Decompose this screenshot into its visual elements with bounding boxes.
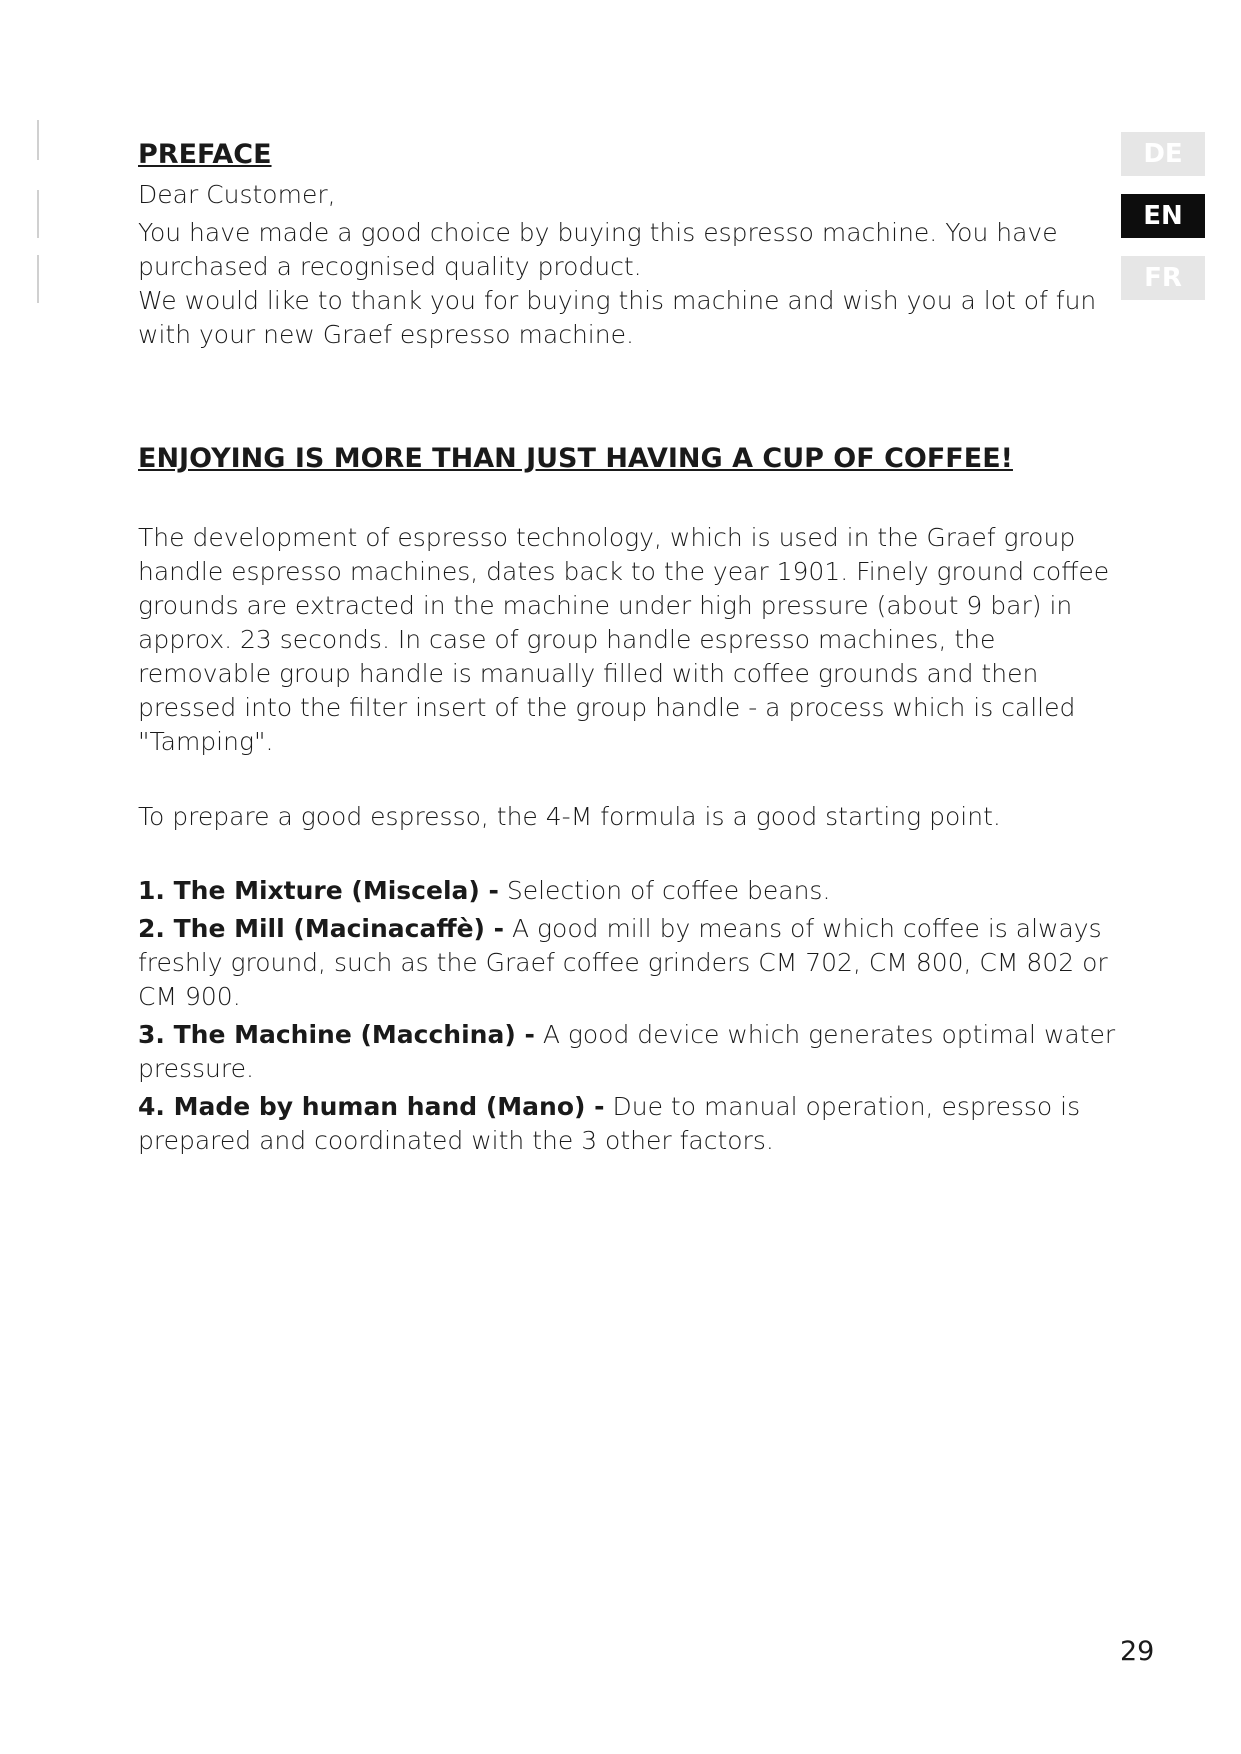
list-item-text: Due to manual operation, espresso is prepared and coordinated with the 3 other factors. [138, 1092, 1081, 1155]
list-item-text: A good device which generates optimal water pressure. [138, 1020, 1116, 1083]
page-number: 29 [1120, 1636, 1155, 1667]
formula-intro: To prepare a good espresso, the 4-M formula is a good starting point. [138, 802, 1001, 831]
list-item [138, 1018, 1120, 1086]
language-tab-fr[interactable]: FR [1121, 256, 1205, 300]
list-item-text: A good mill by means of which coffee is always freshly ground, such as the Graef coffee grinders CM 702, CM 800, CM 802 or CM 900. [138, 914, 1108, 1011]
list-item-title: 1. The Mixture (Miscela) - [138, 876, 499, 905]
list-item-title: 3. The Machine (Macchina) - [138, 1020, 535, 1049]
margin-mark [37, 120, 39, 160]
four-m-list [138, 874, 1120, 1158]
list-item [138, 1090, 1120, 1158]
greeting: Dear Customer, [138, 180, 336, 209]
development-paragraph: The development of espresso technology, which is used in the Graef group handle espresso machines, dates back to the year 1901. Finely ground coffee grounds are extracted in the machine under high pressure (about 9 bar) in approx. 23 seconds. In case of group handle espresso machines, the removable group handle is manually filled with coffee grounds and then pressed into the filter insert of the group handle - a process which is called "Tamping". [138, 523, 1110, 756]
language-tabs [1121, 132, 1205, 318]
enjoying-heading: ENJOYING IS MORE THAN JUST HAVING A CUP OF COFFEE! [138, 443, 1013, 474]
list-item [138, 874, 1120, 908]
list-item-title: 4. Made by human hand (Mano) - [138, 1092, 605, 1121]
margin-mark [37, 190, 39, 238]
margin-mark [37, 255, 39, 303]
language-tab-de[interactable]: DE [1121, 132, 1205, 176]
list-item-text: Selection of coffee beans. [506, 876, 831, 905]
preface-paragraph-1: You have made a good choice by buying this espresso machine. You have purchased a recognised quality product. [138, 218, 1058, 281]
list-item [138, 912, 1120, 1014]
list-item-title: 2. The Mill (Macinacaffè) - [138, 914, 505, 943]
page-content [138, 138, 1120, 1162]
language-tab-en[interactable]: EN [1121, 194, 1205, 238]
preface-heading: PREFACE [138, 139, 272, 170]
preface-paragraph-2: We would like to thank you for buying this machine and wish you a lot of fun with your new Graef espresso machine. [138, 286, 1097, 349]
